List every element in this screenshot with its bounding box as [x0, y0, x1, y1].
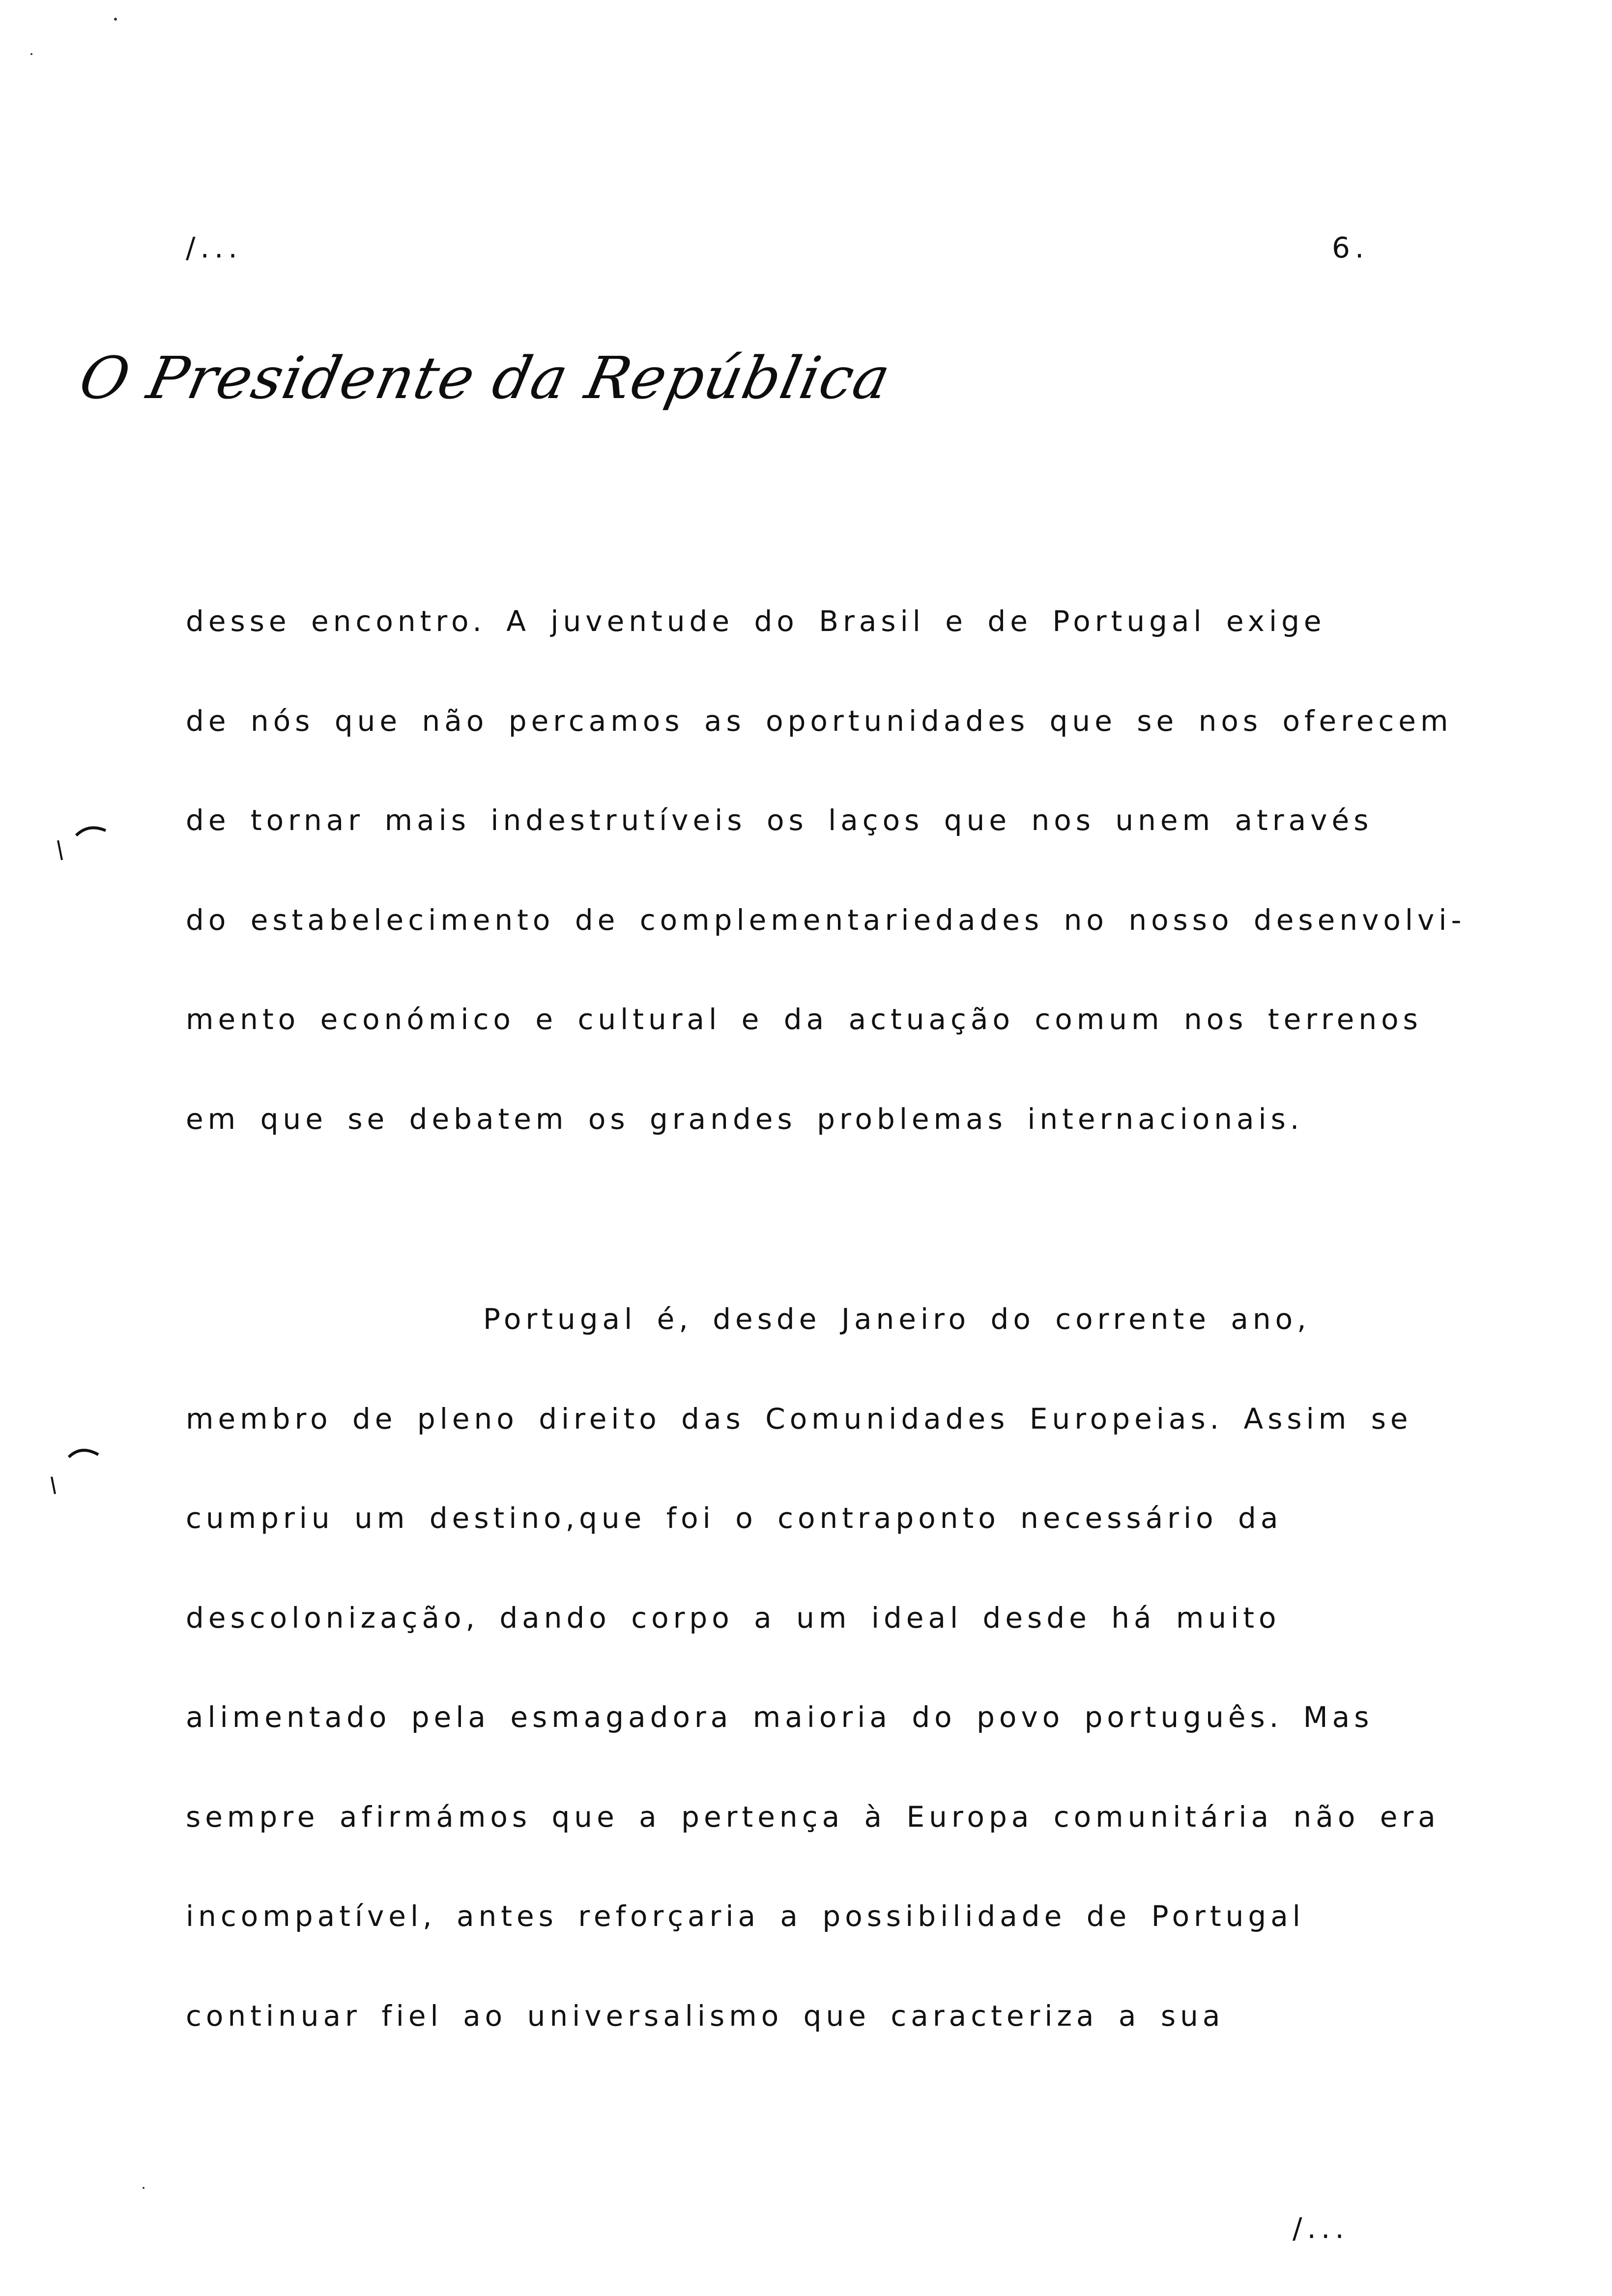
- text-line: descolonização, dando corpo a um ideal desde há muito: [186, 1601, 1281, 1635]
- text-line: de tornar mais indestrutíveis os laços que nos unem através: [186, 804, 1373, 837]
- page-number: 6.: [1332, 231, 1369, 264]
- margin-mark-icon: [29, 811, 113, 875]
- footer-continuation-mark: /...: [1293, 2211, 1349, 2245]
- header-continuation-mark: /...: [186, 231, 242, 264]
- text-line: Portugal é, desde Janeiro do corrente ano,: [483, 1302, 1311, 1336]
- text-line: membro de pleno direito das Comunidades Europeias. Assim se: [186, 1402, 1412, 1435]
- text-line: incompatível, antes reforçaria a possibilidade de Portugal: [186, 1899, 1305, 1933]
- text-line: continuar fiel ao universalismo que caracteriza a sua: [186, 1999, 1225, 2033]
- letterhead-script: O Presidente da República: [74, 344, 897, 412]
- text-line: em que se debatem os grandes problemas internacionais.: [186, 1102, 1304, 1136]
- text-line: cumpriu um destino,que foi o contraponto necessário da: [186, 1501, 1283, 1535]
- text-line: mento económico e cultural e da actuação comum nos terrenos: [186, 1003, 1422, 1036]
- text-line: desse encontro. A juventude do Brasil e de Portugal exige: [186, 604, 1326, 638]
- scan-speck: [143, 2187, 144, 2189]
- text-line: alimentado pela esmagadora maioria do povo português. Mas: [186, 1700, 1374, 1734]
- text-line: do estabelecimento de complementariedades no nosso desenvolvi-: [186, 903, 1466, 937]
- scan-speck: [30, 53, 32, 55]
- scan-speck: [114, 18, 117, 21]
- margin-mark-icon: [25, 1435, 113, 1504]
- text-line: sempre afirmámos que a pertença à Europa comunitária não era: [186, 1800, 1440, 1834]
- text-line: de nós que não percamos as oportunidades que se nos oferecem: [186, 704, 1453, 738]
